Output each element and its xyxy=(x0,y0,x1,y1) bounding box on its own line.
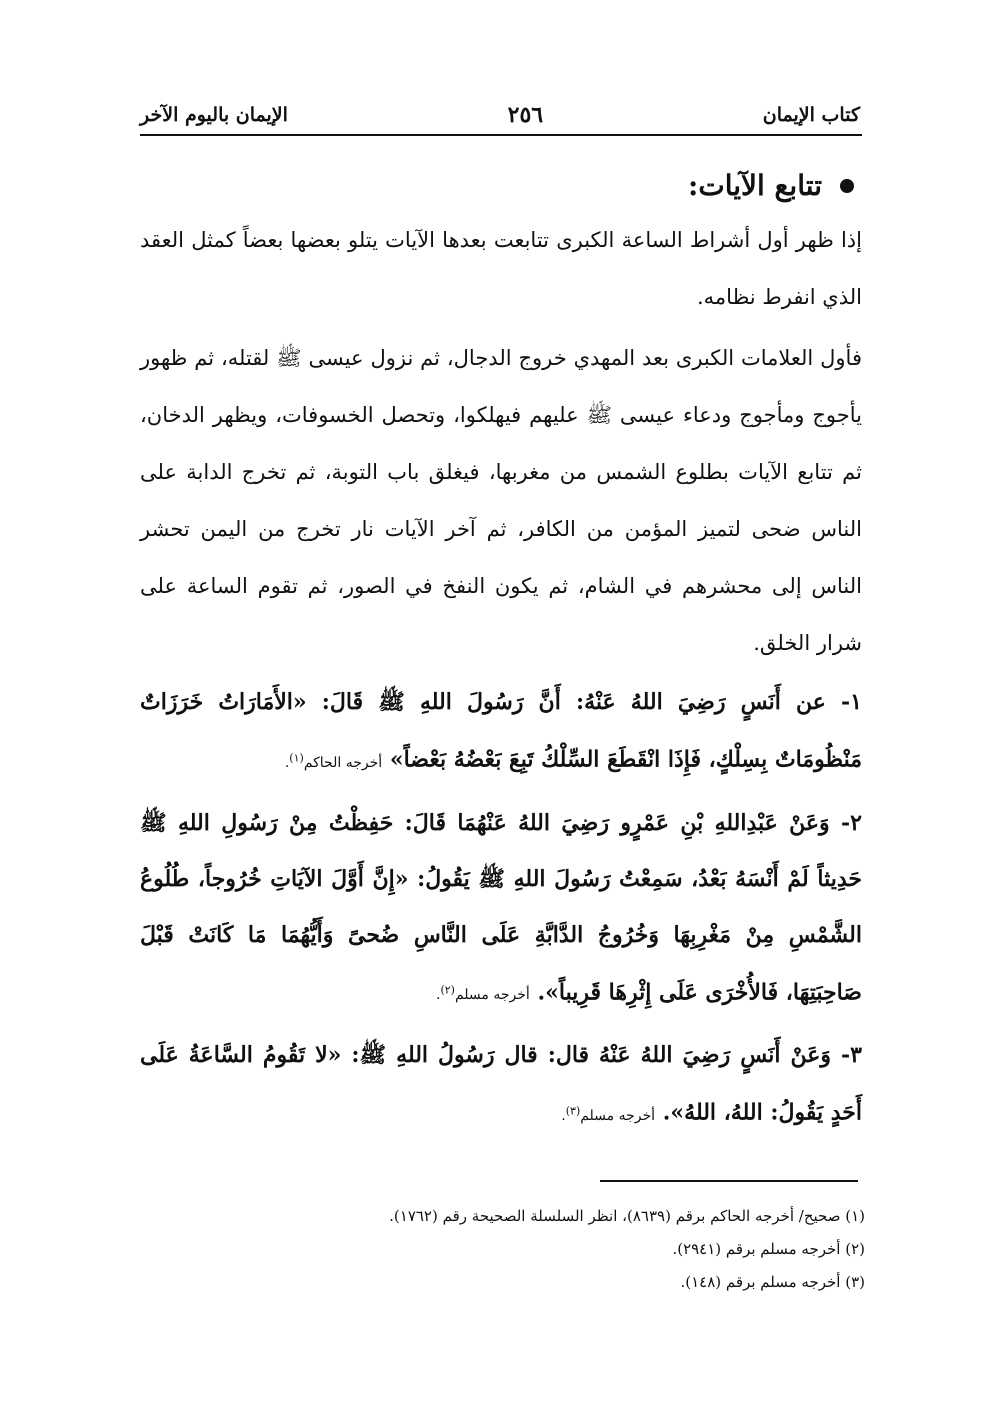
paragraph-intro: إذا ظهر أول أشراط الساعة الكبرى تتابعت بعدها الآيات يتلو بعضها بعضاً كمثل العقد الذي انفرط نظامه. xyxy=(140,228,862,309)
main-content xyxy=(140,160,862,1148)
header-divider xyxy=(140,134,862,136)
section-heading xyxy=(140,160,854,212)
header-book-title: كتاب الإيمان xyxy=(762,104,860,126)
hadith-1 xyxy=(140,674,862,791)
header-chapter-title: الإيمان باليوم الآخر xyxy=(140,104,288,126)
section-heading-text: تتابع الآيات: xyxy=(688,169,822,202)
footnote-ref: (١) xyxy=(289,751,304,764)
footnote-ref: (٢) xyxy=(440,983,455,997)
footnote-1: (١) صحيح/ أخرجه الحاكم برقم (٨٦٣٩)، انظر السلسلة الصحيحة رقم (١٧٦٢). xyxy=(389,1207,865,1225)
footnote-3: (٣) أخرجه مسلم برقم (١٤٨). xyxy=(680,1273,865,1291)
hadith-text: ١- عن أَنَسٍ رَضِيَ اللهُ عَنْهُ: أَنَّ رَسُولَ اللهِ ﷺ قَالَ: «الأَمَارَاتُ خَرَزَاتٌ مَنْظُومَاتٌ بِسِلْكٍ، فَإِذَا انْقَطَعَ السِّلْكُ تَبِعَ بَعْضُهُ بَعْضاً» xyxy=(140,689,862,773)
hadith-source: أخرجه الحاكم$^{(١)}$. xyxy=(284,751,383,771)
page-number: ٢٥٦ xyxy=(507,102,544,128)
footnote-2: (٢) أخرجه مسلم برقم (٢٩٤١). xyxy=(672,1240,865,1258)
hadith-text: ٢- وَعَنْ عَبْدِاللهِ بْنِ عَمْرٍو رَضِيَ اللهُ عَنْهُمَا قَالَ: حَفِظْتُ مِنْ رَسُولِ اللهِ ﷺ حَدِيثاً لَمْ أَنْسَهُ بَعْدُ، سَمِعْتُ رَسُولَ اللهِ ﷺ يَقُولُ: «إِنَّ أَوَّلَ الآيَاتِ خُرُوجاً، طُلُوعُ الشَّمْسِ مِنْ مَغْرِبِهَا وَخُرُوجُ الدَّابَّةِ عَلَى النَّاسِ ضُحىً وَأَيُّهُمَا مَا كَانَتْ قَبْلَ صَاحِبَتِهَا، فَالأُخْرَى عَلَى إِثْرِهَا قَرِيباً». xyxy=(140,809,862,1006)
hadith-source: أخرجه مسلم$^{(٣)}$. xyxy=(561,1104,656,1124)
footnotes xyxy=(143,1200,865,1299)
bullet-icon xyxy=(840,179,854,193)
page-header xyxy=(140,100,860,130)
footnote-divider xyxy=(600,1180,858,1182)
footnote-ref: (٣) xyxy=(565,1104,581,1118)
paragraph-signs-order: فأول العلامات الكبرى بعد المهدي خروج الدجال، ثم نزول عيسى ﷺ لقتله، ثم ظهور يأجوج ومأجوج ودعاء عيسى ﷺ عليهم فيهلكوا، وتحصل الخسوفات، ويظهر الدخان، ثم تتابع الآيات بطلوع الشمس من مغربها، فيغلق باب التوبة، ثم تخرج الدابة على الناس ضحى لتميز المؤمن من الكافر، ثم آخر الآيات نار تخرج من اليمن تحشر الناس إلى محشرهم في الشام، ثم يكون النفخ في الصور، ثم تقوم الساعة على شرار الخلق. xyxy=(140,346,862,655)
hadith-source: أخرجه مسلم$^{(٢)}$. xyxy=(436,983,530,1004)
hadith-text: ٣- وَعَنْ أَنَسٍ رَضِيَ اللهُ عَنْهُ قال: قال رَسُولُ اللهِ ﷺ: «لا تَقُومُ السَّاعَةُ عَلَى أَحَدٍ يَقُولُ: اللهُ، اللهُ». xyxy=(140,1042,862,1126)
hadith-2 xyxy=(140,795,862,1024)
hadith-3 xyxy=(140,1027,862,1144)
